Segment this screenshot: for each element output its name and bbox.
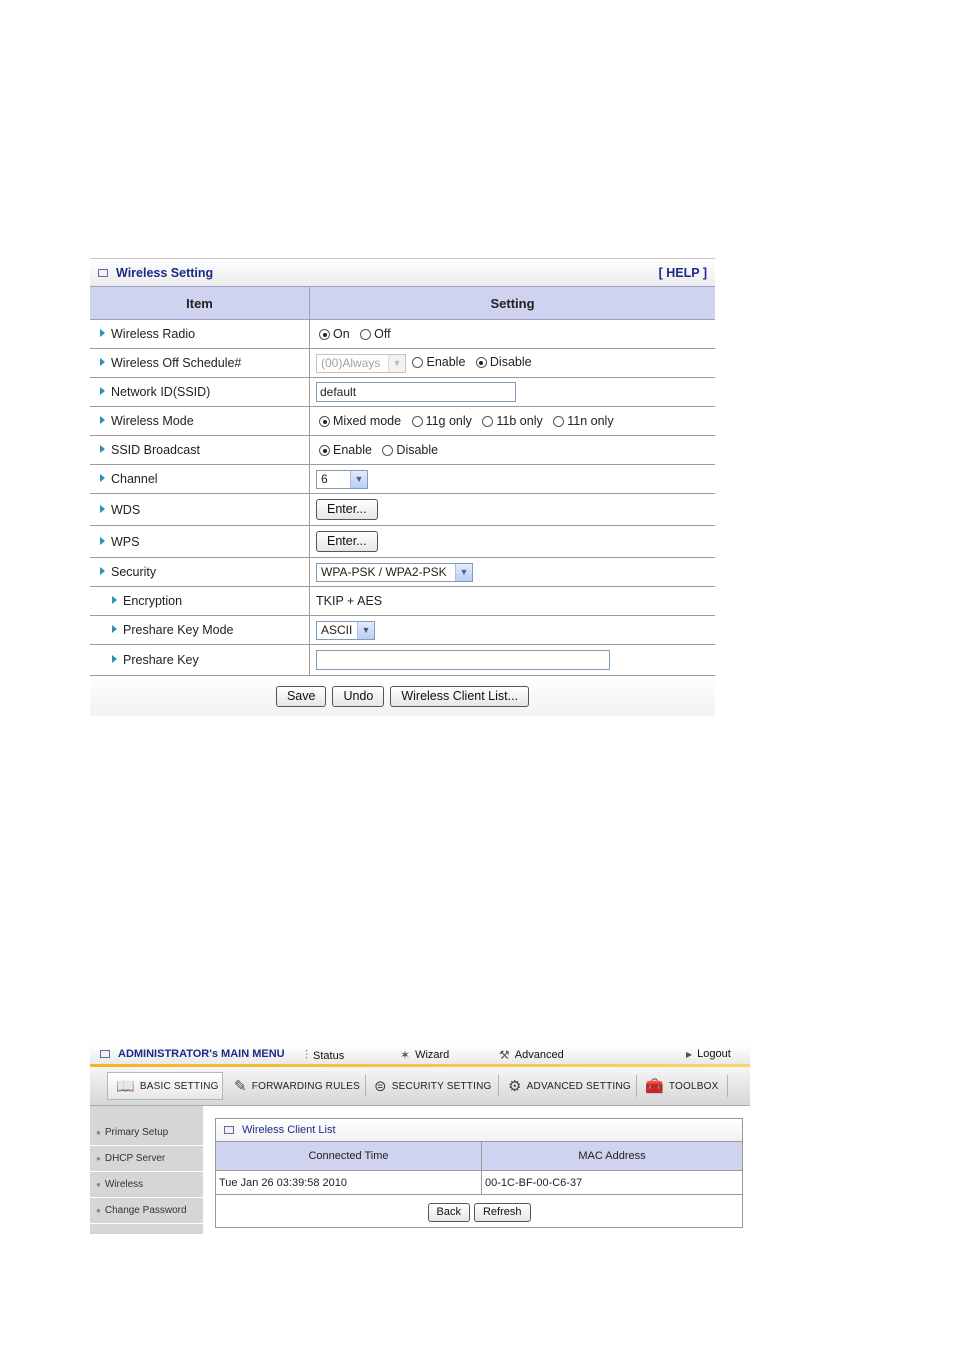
tab-basic-setting[interactable] — [107, 1072, 223, 1100]
wizard-icon: ✶ — [400, 1048, 411, 1062]
tab-label: ADVANCED SETTING — [526, 1080, 631, 1092]
status-icon: ⫶ — [305, 1048, 309, 1062]
chevron-down-icon: ▼ — [357, 622, 374, 639]
table-row — [216, 1171, 742, 1195]
form-buttons — [90, 676, 715, 716]
schedule-select — [316, 354, 406, 373]
security-icon: ⊜ — [374, 1078, 387, 1095]
connected-time-header: Connected Time — [216, 1142, 482, 1171]
window-icon — [224, 1126, 234, 1134]
security-select-value: WPA-PSK / WPA2-PSK — [321, 565, 447, 579]
wireless-client-list-panel — [215, 1118, 743, 1228]
row-wireless-mode — [90, 407, 715, 436]
tab-advanced-setting[interactable] — [508, 1072, 631, 1100]
row-label: Network ID(SSID) — [111, 385, 211, 399]
schedule-disable-label: Disable — [489, 355, 532, 370]
logout-label: Logout — [697, 1048, 731, 1060]
mode-11n-radio[interactable] — [553, 416, 564, 427]
status-link[interactable] — [305, 1048, 344, 1063]
item-header: Item — [90, 287, 310, 320]
sidebar-item-label: Primary Setup — [104, 1127, 169, 1138]
mode-11g-label: 11g only — [425, 414, 472, 428]
mode-mixed-label: Mixed mode — [333, 414, 402, 428]
arrow-right-icon: ▶ — [686, 1049, 693, 1059]
bullet-icon: ● — [96, 1206, 101, 1215]
row-ssid-broadcast — [90, 436, 715, 465]
undo-button[interactable]: Undo — [332, 686, 384, 707]
row-wps — [90, 526, 715, 558]
tab-label: BASIC SETTING — [139, 1080, 219, 1092]
preshare-key-input[interactable] — [316, 650, 610, 670]
ssid-input[interactable]: default — [316, 382, 516, 402]
arrow-icon — [100, 329, 105, 337]
window-icon — [98, 269, 108, 277]
row-label: Wireless Off Schedule# — [111, 356, 242, 370]
chevron-down-icon: ▼ — [455, 564, 472, 581]
connected-time-cell: Tue Jan 26 03:39:58 2010 — [216, 1171, 482, 1195]
sidebar-item-wireless[interactable] — [90, 1172, 203, 1198]
status-label: Status — [313, 1049, 345, 1062]
row-wds — [90, 494, 715, 526]
row-preshare-key — [90, 645, 715, 676]
arrow-icon — [100, 416, 105, 424]
forwarding-icon: ✎ — [234, 1078, 247, 1095]
back-button[interactable]: Back — [428, 1203, 470, 1222]
broadcast-enable-radio[interactable] — [319, 445, 330, 456]
main-nav — [90, 1067, 750, 1106]
row-label: WPS — [111, 534, 140, 549]
wireless-client-list-button[interactable]: Wireless Client List... — [390, 686, 529, 707]
row-label: Preshare Key — [123, 653, 199, 667]
sidebar — [90, 1106, 203, 1234]
sidebar-item-change-password[interactable] — [90, 1198, 203, 1224]
arrow-icon — [100, 358, 105, 366]
radio-on[interactable] — [319, 329, 330, 340]
arrow-icon — [100, 567, 105, 575]
mode-mixed-radio[interactable] — [319, 416, 330, 427]
tab-security-setting[interactable] — [374, 1072, 491, 1100]
mode-11b-label: 11b only — [496, 414, 543, 428]
mode-11n-label: 11n only — [567, 414, 614, 428]
wizard-link[interactable] — [400, 1048, 449, 1062]
wds-enter-button[interactable]: Enter... — [316, 499, 378, 520]
arrow-icon — [100, 505, 105, 513]
arrow-icon — [112, 655, 117, 663]
row-ssid — [90, 378, 715, 407]
sidebar-item-label: Change Password — [104, 1205, 187, 1216]
channel-select-value: 6 — [321, 472, 328, 486]
row-label: WDS — [111, 502, 141, 517]
tab-label: SECURITY SETTING — [391, 1080, 492, 1092]
bullet-icon: ● — [96, 1180, 101, 1189]
security-select[interactable] — [316, 563, 473, 582]
preshare-mode-select-value: ASCII — [321, 623, 353, 637]
schedule-select-value: (00)Always — [321, 356, 381, 370]
client-list-table — [216, 1142, 742, 1195]
client-list-title: Wireless Client List — [242, 1124, 336, 1136]
schedule-enable-radio[interactable] — [412, 357, 423, 368]
advanced-link[interactable] — [499, 1048, 564, 1062]
chevron-down-icon: ▼ — [350, 471, 367, 488]
schedule-disable-radio[interactable] — [476, 357, 487, 368]
wizard-label: Wizard — [415, 1049, 450, 1061]
logout-link[interactable] — [686, 1048, 731, 1060]
schedule-enable-label: Enable — [426, 355, 466, 370]
row-label: Wireless Radio — [111, 327, 196, 341]
panel-title: Wireless Setting — [116, 265, 214, 280]
row-encryption — [90, 587, 715, 616]
setting-header: Setting — [310, 287, 716, 320]
broadcast-disable-radio[interactable] — [382, 445, 393, 456]
arrow-icon — [112, 596, 117, 604]
broadcast-enable-label: Enable — [333, 443, 372, 457]
row-label: Channel — [111, 472, 158, 486]
bullet-icon: ● — [96, 1154, 101, 1163]
bullet-icon: ● — [96, 1128, 101, 1137]
advanced-icon: ⚒ — [499, 1048, 510, 1062]
tab-forwarding-rules[interactable] — [234, 1072, 360, 1100]
sidebar-item-label: DHCP Server — [104, 1153, 166, 1164]
arrow-icon — [100, 387, 105, 395]
help-link[interactable]: [ HELP ] — [658, 265, 707, 280]
chevron-down-icon: ▼ — [388, 355, 405, 372]
mac-address-cell: 00-1C-BF-00-C6-37 — [482, 1171, 743, 1195]
advanced-setting-icon: ⚙ — [508, 1078, 522, 1095]
arrow-icon — [100, 474, 105, 482]
radio-off-label: Off — [374, 327, 391, 341]
toolbox-icon: 🧰 — [645, 1078, 664, 1095]
wireless-setting-panel — [90, 258, 715, 716]
admin-screen — [90, 1046, 750, 1234]
row-preshare-key-mode — [90, 616, 715, 645]
wireless-settings-table — [90, 286, 715, 676]
radio-off[interactable] — [360, 329, 371, 340]
preshare-mode-select[interactable] — [316, 621, 375, 640]
wps-enter-button[interactable]: Enter... — [316, 531, 378, 552]
row-label: Preshare Key Mode — [123, 623, 234, 637]
top-menu-bar — [90, 1046, 750, 1064]
wireless-setting-titlebar — [90, 258, 715, 286]
main-menu-title: ADMINISTRATOR's MAIN MENU — [118, 1048, 285, 1060]
book-icon: 📖 — [116, 1078, 135, 1095]
tab-label: TOOLBOX — [668, 1080, 719, 1092]
arrow-icon — [100, 537, 105, 545]
tab-toolbox[interactable] — [645, 1072, 718, 1100]
row-off-schedule — [90, 349, 715, 378]
encryption-value: TKIP + AES — [310, 587, 716, 616]
arrow-icon — [112, 625, 117, 633]
row-wireless-radio — [90, 320, 715, 349]
advanced-label: Advanced — [514, 1049, 564, 1061]
broadcast-disable-label: Disable — [396, 443, 439, 457]
refresh-button[interactable]: Refresh — [474, 1203, 531, 1222]
sidebar-item-primary-setup[interactable] — [90, 1120, 203, 1146]
mode-11b-radio[interactable] — [482, 416, 493, 427]
tab-label: FORWARDING RULES — [251, 1080, 360, 1092]
mac-address-header: MAC Address — [482, 1142, 743, 1171]
row-channel — [90, 465, 715, 494]
row-label: SSID Broadcast — [111, 443, 200, 457]
row-label: Encryption — [123, 594, 183, 608]
row-security — [90, 558, 715, 587]
window-icon — [100, 1050, 110, 1058]
radio-on-label: On — [333, 327, 350, 341]
mode-11g-radio[interactable] — [412, 416, 423, 427]
channel-select[interactable] — [316, 470, 368, 489]
row-label: Security — [111, 565, 157, 579]
row-label: Wireless Mode — [111, 414, 194, 428]
sidebar-item-dhcp-server[interactable] — [90, 1146, 203, 1172]
save-button[interactable]: Save — [276, 686, 327, 707]
arrow-icon — [100, 445, 105, 453]
sidebar-item-label: Wireless — [104, 1179, 144, 1190]
